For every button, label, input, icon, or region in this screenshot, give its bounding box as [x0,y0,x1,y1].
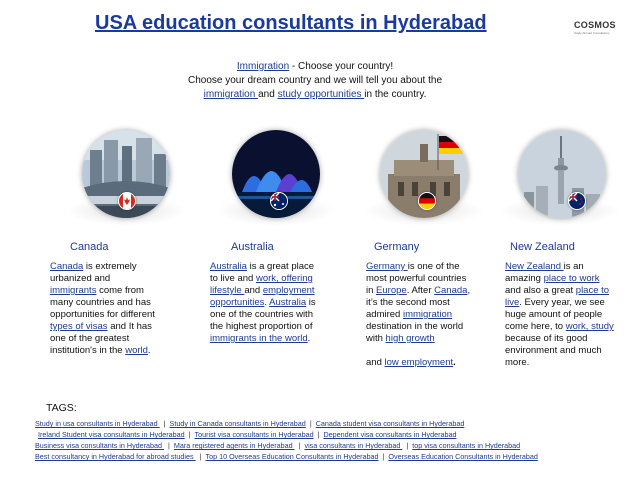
germany-link[interactable]: Germany [366,261,408,272]
new-zealand-text-1: is an amazing [505,261,584,284]
country-name-australia: Australia [231,241,274,253]
tag-link[interactable]: top visa consultants in Hyderabad [412,441,521,450]
australia-link-2[interactable]: Australia [269,297,307,308]
tag-separator: | [163,419,166,428]
tag-separator: | [168,441,170,450]
tag-link[interactable]: Mara registered agents in Hyderabad [173,441,295,450]
low-employment-link[interactable]: low employment [384,357,454,368]
tags-row [35,451,633,462]
tag-link[interactable]: Study in usa consultants in Hyderabad [35,419,160,428]
tag-separator: | [309,419,312,428]
intro-line1-rest: - Choose your country! [289,61,394,72]
cosmos-logo[interactable] [574,20,626,42]
new-zealand-link[interactable]: New Zealand [505,261,564,272]
high-growth-link[interactable]: high growth [385,333,435,344]
canada-text-3: and It has one of the greatest institution's in the [50,321,152,356]
intro-line3-mid: and [258,89,278,100]
tag-link[interactable]: Tourist visa consultants in Hyderabad [194,430,314,439]
immigrants-in-the-world-link[interactable]: immigrants in the world [210,333,308,344]
canada-text-2: come from many countries and has opportunities for different [50,285,155,320]
germany-description [366,261,474,369]
intro-immigration-link[interactable]: immigration [203,89,259,100]
immigration-link[interactable]: Immigration [236,61,290,72]
country-name-new-zealand: New Zealand [510,241,575,253]
logo-tagline: Study Abroad Consultancy [574,31,610,35]
tags-row [35,440,633,451]
tags-list [35,418,633,462]
place-to-live-link[interactable]: place to live [505,285,610,308]
country-name-canada: Canada [70,241,109,253]
tag-link[interactable]: Best consultancy in Hyderabad for abroad studies [35,452,196,461]
new-zealand-flag-icon [568,192,586,210]
intro-line3-end: in the country. [364,89,427,100]
australia-link[interactable]: Australia [210,261,247,272]
intro-line2: Choose your dream country and we will tell you about the [187,75,443,86]
work-study-link[interactable]: work, study [565,321,614,332]
europe-link[interactable]: Europe [376,285,407,296]
new-zealand-description [505,261,615,369]
tag-link[interactable]: Canada student visa consultants in Hyderabad [315,419,465,428]
tag-link[interactable]: visa consultants in Hyderabad [304,441,403,450]
canada-text-1: is extremely urbanized and [50,261,137,284]
germany-text-6: . [453,357,456,368]
canada-link[interactable]: Canada [50,261,84,272]
australia-text-4: is one of the countries with the highest proportion of [210,297,316,332]
tag-separator: | [406,441,409,450]
germany-text-5: and [366,357,385,368]
tag-separator: | [382,452,385,461]
australia-description [210,261,322,345]
germany-flag-icon [418,192,436,210]
germany-text-1: is one of the most powerful countries in [366,261,467,296]
types-of-visas-link[interactable]: types of visas [50,321,108,332]
immigration-link-2[interactable]: immigration [402,309,453,320]
new-zealand-text-4: because of its good environment and much more. [505,333,602,368]
australia-text-5: . [307,333,311,344]
logo-text: COSMOS [574,20,616,30]
tag-link[interactable]: Overseas Education Consultants in Hyderabad [388,452,538,461]
germany-text-2: . After [406,285,435,296]
australia-text-3: . [264,297,270,308]
tag-link[interactable]: Study in Canada consultants in Hyderabad [169,419,306,428]
tag-link[interactable]: Business visa consultants in Hyderabad [35,441,165,450]
tags-label: TAGS: [46,402,77,414]
canada-description [50,261,158,357]
tags-row [35,429,633,440]
germany-text-4: destination in the world with [366,321,464,344]
study-opportunities-link[interactable]: study opportunities [277,89,365,100]
tag-separator: | [188,430,191,439]
intro-text [150,60,480,102]
canada-text-4: . [147,345,151,356]
tag-separator: | [317,430,320,439]
world-link[interactable]: world [125,345,148,356]
tag-separator: | [199,452,202,461]
new-zealand-image[interactable] [518,130,606,218]
canada-flag-icon [118,192,136,210]
employment-opportunities-link[interactable]: employment opportunities [210,285,315,308]
australia-text-1: is a great place to live and [210,261,315,284]
page-title: USA education consultants in Hyderabad [95,12,487,34]
work-offering-lifestyle-link[interactable]: work, offering lifestyle [210,273,313,296]
tag-separator: | [298,441,301,450]
new-zealand-text-2: and also a great [505,285,576,296]
australia-flag-icon [270,192,288,210]
tag-link[interactable]: Dependent visa consultants in Hyderabad [323,430,457,439]
tag-link[interactable]: Top 10 Overseas Education Consultants in Hyderabad [205,452,379,461]
new-zealand-text-3: . Every year, we see huge amount of people come here, to [505,297,605,332]
immigrants-link[interactable]: immigrants [50,285,97,296]
australia-text-2: and [244,285,263,296]
country-name-germany: Germany [374,241,420,253]
place-to-work-link[interactable]: place to work [543,273,600,284]
germany-text-3: , it’s the second most admired [366,285,471,320]
canada-link-2[interactable]: Canada [434,285,468,296]
tags-row [35,418,633,429]
tag-link[interactable]: Ireland Student visa consultants in Hyderabad [38,430,185,439]
